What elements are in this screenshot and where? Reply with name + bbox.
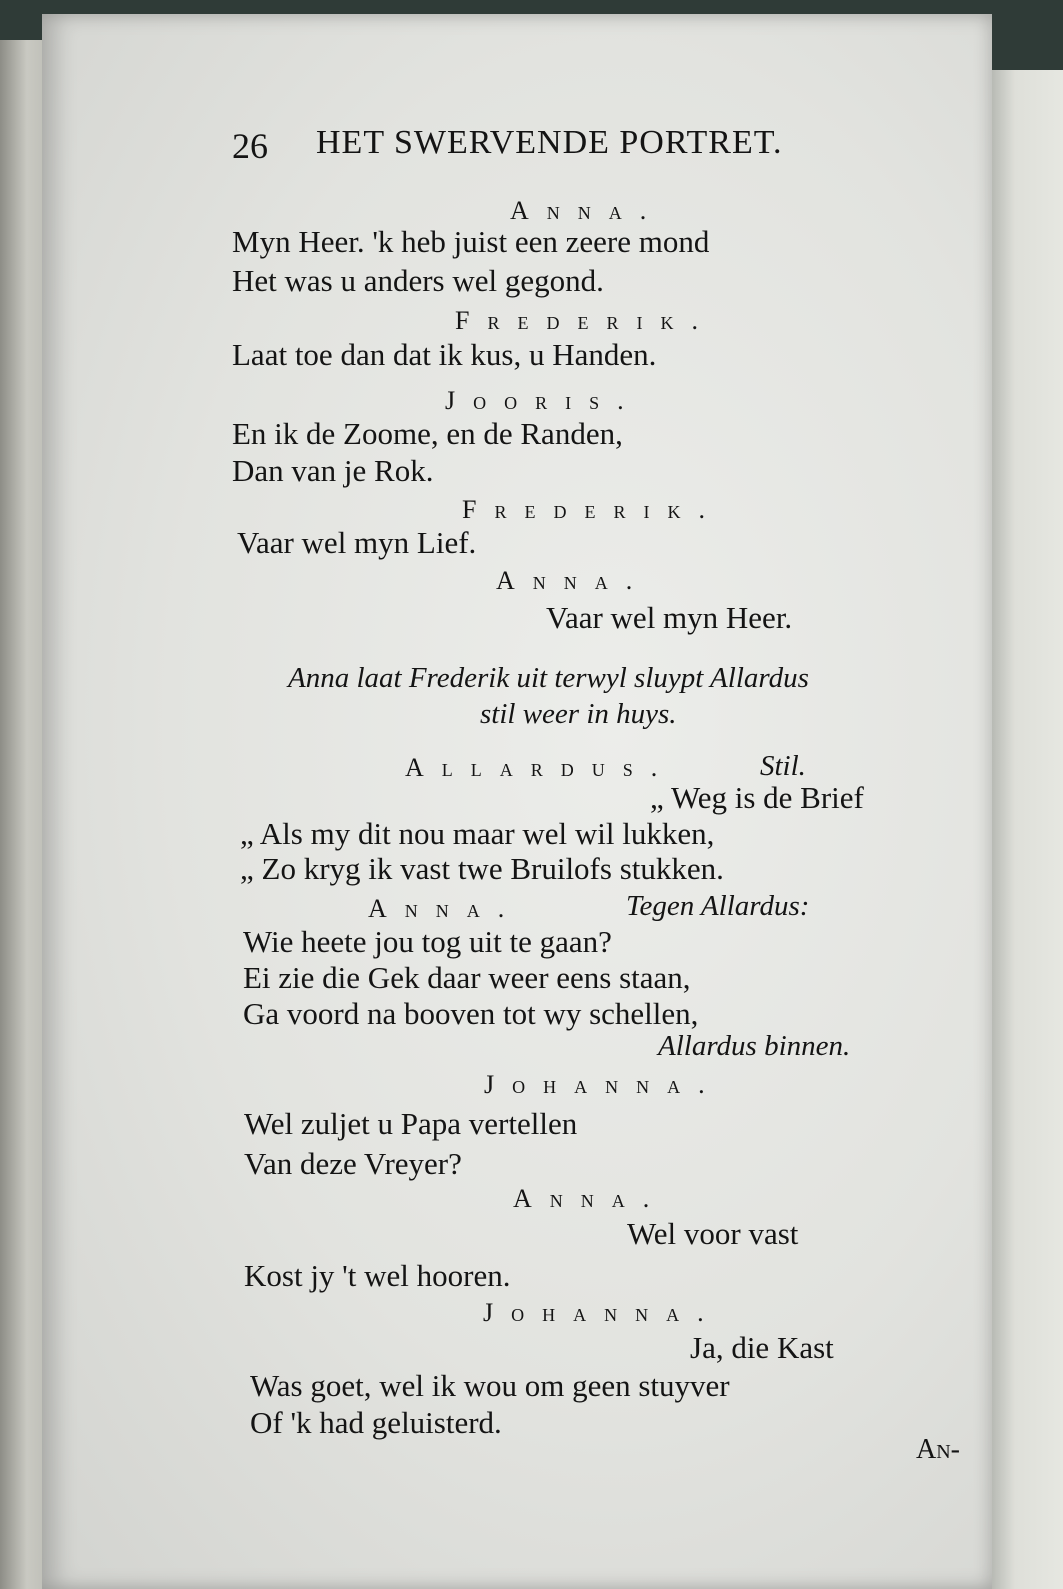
verse-line: Of 'k had geluisterd. <box>250 1405 502 1440</box>
speaker-name: Jooris. <box>445 386 642 415</box>
verse-line: Was goet, wel ik wou om geen stuyver <box>250 1368 730 1403</box>
verse-line: „ Weg is de Brief <box>650 780 864 815</box>
speaker-name: Johanna. <box>484 1070 723 1099</box>
running-title: HET SWERVENDE PORTRET. <box>316 124 783 161</box>
verse-line: Kost jy 't wel hooren. <box>244 1258 511 1293</box>
verse-line: Ga voord na booven tot wy schellen, <box>243 996 699 1031</box>
verse-line: En ik de Zoome, en de Randen, <box>232 416 623 451</box>
speaker-name: Johanna. <box>483 1298 722 1327</box>
verse-line: „ Zo kryg ik vast twe Bruilofs stukken. <box>240 851 724 886</box>
page-number: 26 <box>232 126 268 166</box>
speaker-direction: Stil. <box>760 750 806 782</box>
verse-line: Laat toe dan dat ik kus, u Handen. <box>232 337 657 372</box>
speaker-name: Frederik. <box>462 495 723 524</box>
speaker-name: Frederik. <box>455 306 716 335</box>
verse-line: Vaar wel myn Heer. <box>546 600 793 635</box>
stage-direction: Allardus binnen. <box>658 1030 851 1062</box>
verse-line: Van deze Vreyer? <box>244 1146 462 1181</box>
verse-line: Dan van je Rok. <box>232 453 434 488</box>
verse-line: „ Als my dit nou maar wel wil lukken, <box>240 816 715 851</box>
verse-line: Ja, die Kast <box>690 1330 834 1365</box>
speaker-direction: Tegen Allardus: <box>626 890 810 922</box>
verse-line: Vaar wel myn Lief. <box>237 525 477 560</box>
verse-line: Het was u anders wel gegond. <box>232 263 604 298</box>
speaker-name: Anna. <box>513 1184 668 1213</box>
stage-direction: stil weer in huys. <box>480 698 677 730</box>
verse-line: Myn Heer. 'k heb juist een zeere mond <box>232 224 710 259</box>
verse-line: Wel voor vast <box>627 1216 799 1251</box>
facing-page-edge <box>983 70 1063 1589</box>
catchword: An- <box>916 1434 960 1465</box>
speaker-name: Allardus. <box>405 753 676 782</box>
verse-line: Wel zuljet u Papa vertellen <box>244 1106 578 1141</box>
speaker-name: Anna. <box>496 566 651 595</box>
verse-line: Ei zie die Gek daar weer eens staan, <box>243 960 691 995</box>
verse-line: Wie heete jou tog uit te gaan? <box>243 924 612 959</box>
speaker-name: Anna. <box>510 196 665 225</box>
speaker-name: Anna. <box>368 894 523 923</box>
stage-direction: Anna laat Frederik uit terwyl sluypt Allardus <box>288 662 809 694</box>
